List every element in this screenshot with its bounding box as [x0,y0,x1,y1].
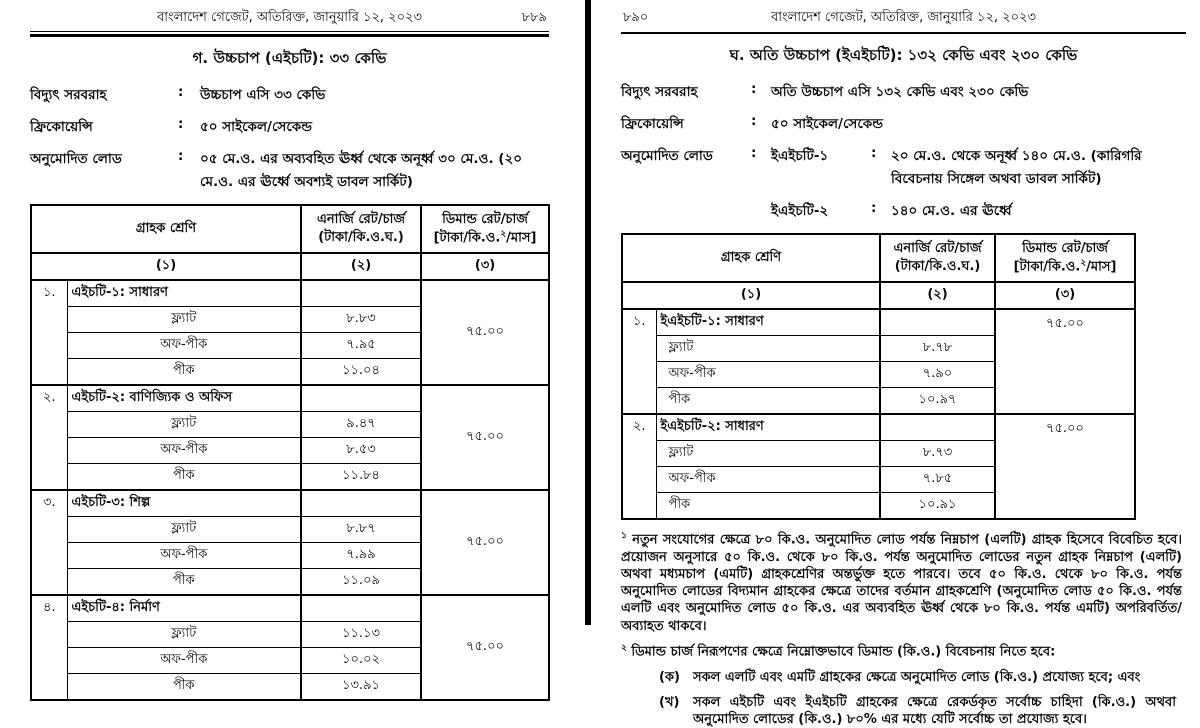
subcategory-cell: ফ্ল্যাট [656,336,880,362]
tariff-group-eht2 [622,414,1135,519]
rate-cell: ১০.০২ [301,648,421,674]
field-row-approved-load [30,148,549,194]
subcategory-cell: অফ-পীক [67,543,301,569]
supply-fields [621,81,1186,223]
page-right [591,0,1200,728]
head-rule-thick [30,34,549,37]
item-text: সকল এইচটি এবং ইএইচটি গ্রাহকের ক্ষেত্রে রেকর্ডকৃত সর্বোচ্চ চাহিদা (কি.ও.) অথবা অনুমোদিত লোডের (কি.ও.) ৮০% এর মধ্যে যেটি সর্বোচ্চ তা প্রযোজ্য হবে। [693,694,1176,728]
footnote-1-text: নতুন সংযোগের ক্ষেত্রে ৮০ কি.ও. অনুমোদিত লোড পর্যন্ত নিম্নচাপ (এলটি) গ্রাহক হিসেবে বিবেচিত হবে। প্রয়োজন অনুসারে ৫০ কি.ও. থেকে ৮০ কি.ও. পর্যন্ত অনুমোদিত লোডের নতুন গ্রাহক নিম্নচাপ (এলটি) অথবা মধ্যমচাপ (এমটি) গ্রাহকশ্রেণির অন্তর্ভুক্ত হতে পারবে। তবে ৫০ কি.ও. থেকে ৮০ কি.ও. পর্যন্ত অনুমোদিত লোডের বিদ্যমান গ্রাহকের ক্ষেত্রে তাদের বর্তমান গ্রাহকশ্রেণি (অনুমোদিত লোড ৫০ কি.ও. পর্যন্ত এলটি এবং অনুমোদিত লোড ৫০ কি.ও. এর অব্যবহিত ঊর্ধ্ব থেকে ৮০ কি.ও. পর্যন্ত এমটি) অপরিবর্তিত/অব্যাহত থাকবে। [621,532,1182,634]
table-row [31,595,549,622]
footnote-1 [621,531,1182,635]
col-no-1: (১) [622,282,880,309]
subcategory-cell: পীক [656,388,880,415]
category-cell: এইচটি-৪: নির্মাণ [67,595,301,622]
footnote-2-items [659,669,1182,728]
supply-fields [30,84,549,194]
field-row-supply [621,81,1186,104]
field-label: বিদ্যুৎ সরবরাহ [30,87,107,103]
serial-cell: ২. [622,414,656,519]
demand-cell: ৭৫.০০ [421,385,549,490]
col-no-3: (৩) [421,253,549,280]
rate-cell: ১০.৯১ [880,493,995,520]
serial-cell: ১. [31,280,67,385]
field-colon: : [178,116,184,132]
footnote-2-text: ডিমান্ড চার্জ নিরূপণের ক্ষেত্রে নিম্নোক্তভাবে ডিমান্ড (কি.ও.) বিবেচনায় নিতে হবে: [631,644,1056,660]
field-row-supply [30,84,549,107]
energy-header-line1: এনার্জি রেট/চার্জ [317,212,405,228]
rate-cell [301,490,421,517]
subcategory-cell: পীক [67,359,301,386]
subcategory-cell: ফ্ল্যাট [67,622,301,648]
energy-header-line1: এনার্জি রেট/চার্জ [893,241,982,257]
subcategory-cell: পীক [67,569,301,596]
tariff-group-ht4 [31,595,549,700]
column-number-row [622,282,1135,309]
field-colon: : [178,148,184,164]
ht-tariff-table [30,204,550,701]
subcategory-cell: অফ-পীক [67,333,301,359]
demand-unit-post: /মাস] [1086,259,1117,275]
footnote-ref-2: ২ [1080,258,1087,269]
rate-cell: ৮.৭৩ [880,441,995,467]
subcategory-cell: ফ্ল্যাট [656,441,880,467]
table-row [622,309,1135,336]
field-row-frequency [621,113,1186,136]
field-colon: : [751,145,757,161]
subcategory-cell: অফ-পীক [656,467,880,493]
rate-cell: ১১.০৯ [301,569,421,596]
demand-rate-header [421,205,549,253]
serial-cell: ৪. [31,595,67,700]
demand-header-line1: ডিমান্ড রেট/চার্জ [1022,240,1108,256]
field-colon [751,200,771,223]
footnote-ref-2: ২ [500,229,507,240]
table-row [31,490,549,517]
field-label: ফ্রিকোয়েন্সি [30,119,93,135]
tariff-group-ht2 [31,385,549,490]
rate-cell: ১৩.৯১ [301,674,421,701]
field-row-approved-load-eht1 [621,145,1186,191]
running-head-left [30,8,549,28]
demand-cell: ৭৫.০০ [421,490,549,595]
table-head [31,205,549,280]
energy-rate-header [301,205,421,253]
eht-tariff-table [621,233,1136,520]
category-cell: ইএইচটি-১: সাধারণ [656,309,880,336]
gazette-title: বাংলাদেশ গেজেট, অতিরিক্ত, জানুয়ারি ১২, ২০২৩ [157,10,422,25]
item-marker: (খ) [659,694,680,710]
demand-cell: ৭৫.০০ [421,280,549,385]
field-subcolon: : [871,145,877,161]
field-value: উচ্চচাপ এসি ৩৩ কেভি [200,87,326,103]
col-no-2: (২) [301,253,421,280]
demand-unit-pre: [টাকা/কি.ও. [433,230,501,246]
rate-cell [301,280,421,307]
footnotes [621,531,1186,728]
demand-cell: ৭৫.০০ [421,595,549,700]
serial-cell: ৩. [31,490,67,595]
item-text: সকল এলটি এবং এমটি গ্রাহকের ক্ষেত্রে অনুমোদিত লোড (কি.ও.) প্রযোজ্য হবে; এবং [693,669,1141,685]
subcategory-cell: ফ্ল্যাট [67,517,301,543]
customer-class-header: গ্রাহক শ্রেণি [622,234,880,282]
subcategory-cell: অফ-পীক [67,438,301,464]
table-row [31,385,549,412]
header-row [31,205,549,253]
rate-cell: ৮.৮৩ [301,307,421,333]
field-value: ৫০ সাইকেল/সেকেন্ড [771,116,883,132]
field-value: ২০ মে.ও. থেকে অনূর্ধ্ব ১৪০ মে.ও. (কারিগরি বিবেচনায় সিঙ্গেল অথবা ডাবল সার্কিট) [891,148,1142,187]
energy-header-line2: (টাকা/কি.ও.ঘ.) [318,230,404,245]
tariff-group-ht3 [31,490,549,595]
running-head-right [621,8,1186,28]
head-rule [621,32,1186,34]
col-no-1: (১) [31,253,301,280]
field-colon: : [751,113,757,129]
field-subcolon: : [871,200,877,216]
energy-rate-header [880,234,995,282]
head-rule-thin [30,31,549,32]
field-label: অনুমোদিত লোড [30,151,122,167]
footnote-1-marker: ১ [621,531,627,541]
field-sublabel: ইএইচটি-২ [771,203,829,219]
rate-cell: ৭.৯৫ [301,333,421,359]
page-left [0,0,585,693]
subcategory-cell: ফ্ল্যাট [67,307,301,333]
table-row [622,414,1135,441]
gazette-title: বাংলাদেশ গেজেট, অতিরিক্ত, জানুয়ারি ১২, ২০২৩ [771,10,1036,25]
category-cell: এইচটি-১: সাধারণ [67,280,301,307]
field-colon: : [751,81,757,97]
subcategory-cell: পীক [67,464,301,491]
field-colon: : [178,84,184,100]
rate-cell: ১১.৮৪ [301,464,421,491]
demand-header-line1: ডিমান্ড রেট/চার্জ [442,211,528,227]
col-no-3: (৩) [995,282,1135,309]
section-title: ঘ. অতি উচ্চচাপ (ইএইচটি): ১৩২ কেভি এবং ২৩০ কেভি [729,46,1078,64]
field-row-frequency [30,116,549,139]
footnote-2-marker: ২ [621,643,627,654]
rate-cell [301,595,421,622]
rate-cell: ৮.৭৮ [880,336,995,362]
subcategory-cell: পীক [656,493,880,520]
page-number: ৮৮৯ [521,10,547,25]
rate-cell: ৭.৮৫ [880,467,995,493]
demand-cell: ৭৫.০০ [995,414,1135,519]
table-head [622,234,1135,309]
serial-cell: ২. [31,385,67,490]
rate-cell: ১০.৯৭ [880,388,995,415]
page-number: ৮৯০ [623,10,649,25]
customer-class-header: গ্রাহক শ্রেণি [31,205,301,253]
demand-unit-pre: [টাকা/কি.ও. [1013,259,1081,275]
demand-cell: ৭৫.০০ [995,309,1135,414]
rate-cell: ১১.০৪ [301,359,421,386]
footnote-2 [621,643,1182,661]
field-sublabel: ইএইচটি-১ [771,148,829,164]
subcategory-cell: অফ-পীক [656,362,880,388]
field-value: ১৪০ মে.ও. এর ঊর্ধ্বে [891,203,1012,219]
subcategory-cell: অফ-পীক [67,648,301,674]
category-cell: এইচটি-২: বাণিজ্যিক ও অফিস [67,385,301,412]
category-cell: ইএইচটি-২: সাধারণ [656,414,880,441]
column-number-row [31,253,549,280]
field-value: ৫০ সাইকেল/সেকেন্ড [200,119,312,135]
field-label: অনুমোদিত লোড [621,148,713,164]
field-label: বিদ্যুৎ সরবরাহ [621,84,698,100]
rate-cell [301,385,421,412]
tariff-group-ht1 [31,280,549,385]
demand-unit-post: /মাস] [506,230,537,246]
item-marker: (ক) [659,669,680,685]
rate-cell: ৭.৯৯ [301,543,421,569]
section-title: গ. উচ্চচাপ (এইচটি): ৩৩ কেভি [192,49,387,67]
subcategory-cell: পীক [67,674,301,701]
rate-cell: ৭.৯০ [880,362,995,388]
field-label: ফ্রিকোয়েন্সি [621,116,684,132]
rate-cell: ৮.৫৩ [301,438,421,464]
list-item [659,694,1182,728]
table-row [31,280,549,307]
serial-cell: ১. [622,309,656,414]
demand-rate-header [995,234,1135,282]
rate-cell: ৮.৮৭ [301,517,421,543]
field-value: ০৫ মে.ও. এর অব্যবহিত ঊর্ধ্ব থেকে অনূর্ধ্ব ৩০ মে.ও. (২০ মে.ও. এর ঊর্ধ্বে অবশ্যই ডাবল সার্কিট) [200,151,523,190]
field-value: অতি উচ্চচাপ এসি ১৩২ কেভি এবং ২৩০ কেভি [771,84,1029,100]
header-row [622,234,1135,282]
subcategory-cell: ফ্ল্যাট [67,412,301,438]
rate-cell [880,309,995,336]
list-item [659,669,1182,686]
rate-cell: ১১.১৩ [301,622,421,648]
energy-header-line2: (টাকা/কি.ও.ঘ.) [894,259,981,274]
field-row-approved-load-eht2 [621,200,1186,223]
tariff-group-eht1 [622,309,1135,414]
category-cell: এইচটি-৩: শিল্প [67,490,301,517]
field-label [621,200,751,223]
rate-cell: ৯.৪৭ [301,412,421,438]
col-no-2: (২) [880,282,995,309]
rate-cell [880,414,995,441]
